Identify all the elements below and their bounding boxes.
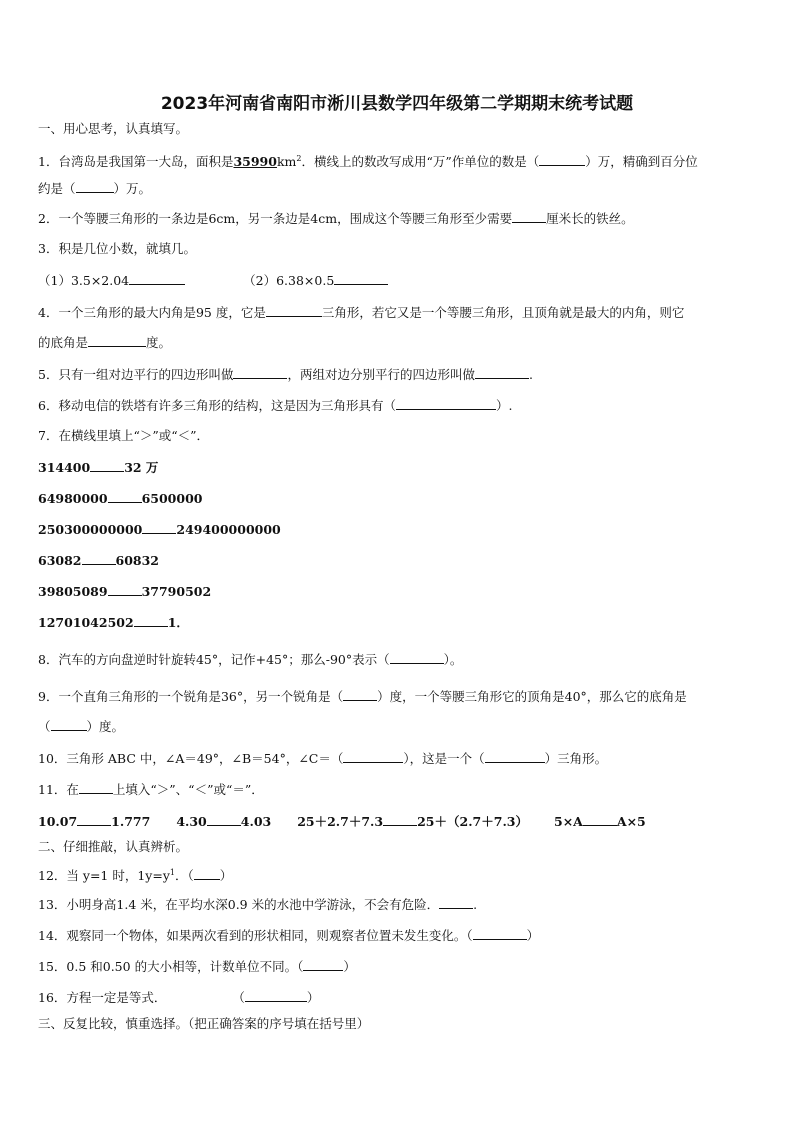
question-8 — [38, 651, 462, 668]
question-6 — [38, 397, 512, 414]
q16-text-a: 16．方程一定是等式． — [38, 990, 167, 1005]
q8-text-a: 8．汽车的方向盘逆时针旋转45°，记作+45°；那么-90°表示（ — [38, 652, 390, 667]
q1-text-e: 约是（ — [38, 181, 76, 196]
q7-item — [38, 552, 159, 569]
q14-answer-blank[interactable] — [473, 927, 527, 940]
q9-text-d: ）度。 — [86, 719, 125, 734]
q11-answer-blank[interactable] — [383, 813, 417, 826]
question-1-cont — [38, 180, 151, 197]
q5-text-b: ，两组对边分别平行的四边形叫做 — [287, 367, 475, 382]
q11-item-right: 1.777 — [111, 814, 151, 829]
q4-answer-blank-2[interactable] — [88, 334, 146, 347]
question-4-cont — [38, 334, 171, 351]
q11-item-right: A×5 — [616, 814, 646, 829]
q1-text-d: ）万，精确到百分位 — [585, 154, 698, 170]
q7-item — [38, 583, 211, 600]
q7-item-right: 6500000 — [141, 491, 203, 506]
q5-answer-blank-2[interactable] — [475, 366, 529, 379]
q11-item-left: 4.30 — [176, 814, 207, 829]
q4-text-b: 三角形，若它又是一个等腰三角形，且顶角就是最大的内角，则它 — [321, 305, 685, 320]
q1-answer-blank-1[interactable] — [539, 153, 585, 166]
q13-answer-blank[interactable] — [439, 896, 473, 909]
q7-item — [38, 459, 158, 476]
q12-text-b: ．（ — [175, 868, 194, 884]
q7-item-right: 60832 — [115, 553, 159, 568]
q11-item-right: 4.03 — [240, 814, 272, 829]
q4-text-c: 的底角是 — [38, 335, 89, 350]
q4-text-a: 4．一个三角形的最大内角是95 度，它是 — [38, 305, 266, 320]
q12-text-a: 12．当 y=1 时，1y=y — [38, 868, 170, 884]
q11-text-b: 上填入“＞”、“＜”或“＝”． — [112, 782, 264, 797]
q12-exponent: 1 — [169, 868, 175, 877]
q3-part-1: （1）3.5×2.04 — [38, 273, 130, 288]
q7-item-left: 39805089 — [38, 584, 108, 599]
q7-answer-blank[interactable] — [108, 583, 142, 596]
q1-answer-blank-2[interactable] — [76, 180, 114, 193]
q7-answer-blank[interactable] — [142, 521, 176, 534]
section-1-heading: 一、用心思考，认真填写。 — [38, 121, 189, 136]
q15-text-a: 15．0.5 和0.50 的大小相等，计数单位不同。（ — [38, 959, 304, 974]
q11-answer-blank[interactable] — [77, 813, 111, 826]
q8-text-b: ）。 — [443, 652, 463, 667]
q1-unit-sup: 2 — [296, 154, 302, 163]
question-10 — [38, 750, 607, 767]
q7-item-right: 37790502 — [141, 584, 212, 599]
question-2 — [38, 210, 634, 227]
q10-text-c: ）三角形。 — [544, 751, 608, 766]
q7-item-left: 12701042502 — [38, 615, 134, 630]
q5-text-a: 5．只有一组对边平行的四边形叫做 — [38, 367, 234, 382]
q7-item — [38, 490, 202, 507]
q6-text-b: ）. — [495, 398, 513, 413]
question-16 — [38, 989, 319, 1006]
q15-answer-blank[interactable] — [303, 958, 343, 971]
question-4 — [38, 304, 684, 321]
q7-item — [38, 521, 281, 538]
q1-text-a: 1．台湾岛是我国第一大岛，面积是 — [38, 154, 234, 170]
question-14 — [38, 927, 539, 944]
question-5 — [38, 366, 533, 383]
q7-item-right: 1． — [167, 615, 189, 630]
q8-answer-blank[interactable] — [390, 651, 444, 664]
q1-unit: km — [276, 154, 297, 170]
q4-answer-blank-1[interactable] — [266, 304, 322, 317]
q12-answer-blank[interactable] — [194, 867, 220, 880]
question-3-parts — [38, 272, 388, 289]
q7-item-left: 63082 — [38, 553, 82, 568]
question-11 — [38, 781, 264, 798]
question-9 — [38, 688, 687, 705]
q11-items — [38, 813, 646, 830]
q14-text-b: ） — [526, 928, 540, 943]
q6-answer-blank[interactable] — [396, 397, 496, 410]
question-3: 3．积是几位小数，就填几。 — [38, 241, 196, 256]
q7-item-left: 64980000 — [38, 491, 108, 506]
q5-answer-blank-1[interactable] — [233, 366, 287, 379]
q11-inline-blank — [79, 781, 113, 794]
page-title: 2023年河南省南阳市淅川县数学四年级第二学期期末统考试题 — [160, 94, 634, 114]
q3-part-2: （2）6.38×0.5 — [243, 273, 335, 288]
q4-text-d: 度。 — [146, 335, 172, 350]
q14-text-a: 14．观察同一个物体，如果两次看到的形状相同，则观察者位置未发生变化。（ — [38, 928, 473, 943]
q7-item-left: 250300000000 — [38, 522, 143, 537]
q16-text-c: ） — [306, 990, 320, 1005]
q9-text-a: 9．一个直角三角形的一个锐角是36°，另一个锐角是（ — [38, 689, 344, 704]
q7-answer-blank[interactable] — [90, 459, 124, 472]
q2-answer-blank[interactable] — [512, 210, 546, 223]
section-3-heading: 三、反复比较，慎重选择。（把正确答案的序号填在括号里） — [38, 1016, 370, 1031]
q10-answer-blank-2[interactable] — [485, 750, 545, 763]
q6-text-a: 6．移动电信的铁塔有许多三角形的结构，这是因为三角形具有（ — [38, 398, 396, 413]
q10-answer-blank-1[interactable] — [343, 750, 403, 763]
question-9-cont — [38, 718, 124, 735]
q1-area-value: 35990 — [233, 154, 277, 170]
q7-item-right: 32 万 — [124, 460, 159, 475]
q11-item-right: 25＋（2.7＋7.3） — [417, 814, 528, 829]
q12-text-c: ） — [219, 868, 233, 884]
q7-item-right: 249400000000 — [176, 522, 281, 537]
q13-text-b: . — [473, 897, 478, 912]
question-1 — [38, 151, 698, 170]
q7-answer-blank[interactable] — [108, 490, 142, 503]
q11-answer-blank[interactable] — [583, 813, 617, 826]
q7-item — [38, 614, 189, 631]
q9-answer-blank-1[interactable] — [343, 688, 377, 701]
q11-answer-blank[interactable] — [207, 813, 241, 826]
q7-item-left: 314400 — [38, 460, 91, 475]
question-12 — [38, 865, 232, 884]
q11-item-left: 10.07 — [38, 814, 78, 829]
question-13 — [38, 896, 477, 913]
section-2-heading: 二、仔细推敲，认真辨析。 — [38, 839, 189, 854]
q16-answer-blank[interactable] — [245, 989, 307, 1002]
q11-item-left: 5×A — [554, 814, 583, 829]
q10-text-a: 10．三角形 ABC 中，∠A＝49°，∠B＝54°，∠C＝（ — [38, 751, 344, 766]
q11-item-left: 25＋2.7＋7.3 — [297, 814, 384, 829]
q1-text-f: ）万。 — [113, 181, 152, 196]
q9-answer-blank-2[interactable] — [51, 718, 87, 731]
q9-text-c: （ — [38, 719, 51, 734]
question-7: 7．在横线里填上“＞”或“＜”． — [38, 428, 210, 443]
q10-text-b: ），这是一个（ — [403, 751, 485, 766]
q13-text-a: 13．小明身高1.4 米，在平均水深0.9 米的水池中学游泳，不会有危险． — [38, 897, 440, 912]
q1-text-c: ．横线上的数改写成用“万”作单位的数是（ — [301, 154, 540, 170]
q2-text-a: 2．一个等腰三角形的一条边是6cm，另一条边是4cm，围成这个等腰三角形至少需要 — [38, 211, 513, 226]
q3-answer-blank-2[interactable] — [334, 272, 388, 285]
q16-text-b: （ — [232, 990, 245, 1005]
q3-answer-blank-1[interactable] — [129, 272, 185, 285]
q2-text-b: 厘米长的铁丝。 — [546, 211, 634, 226]
q15-text-b: ） — [343, 959, 356, 974]
q7-answer-blank[interactable] — [82, 552, 116, 565]
q5-text-c: . — [528, 367, 533, 382]
q9-text-b: ）度，一个等腰三角形它的顶角是40°，那么它的底角是 — [377, 689, 687, 704]
question-15 — [38, 958, 356, 975]
q11-text-a: 11．在 — [38, 782, 79, 797]
q7-answer-blank[interactable] — [134, 614, 168, 627]
